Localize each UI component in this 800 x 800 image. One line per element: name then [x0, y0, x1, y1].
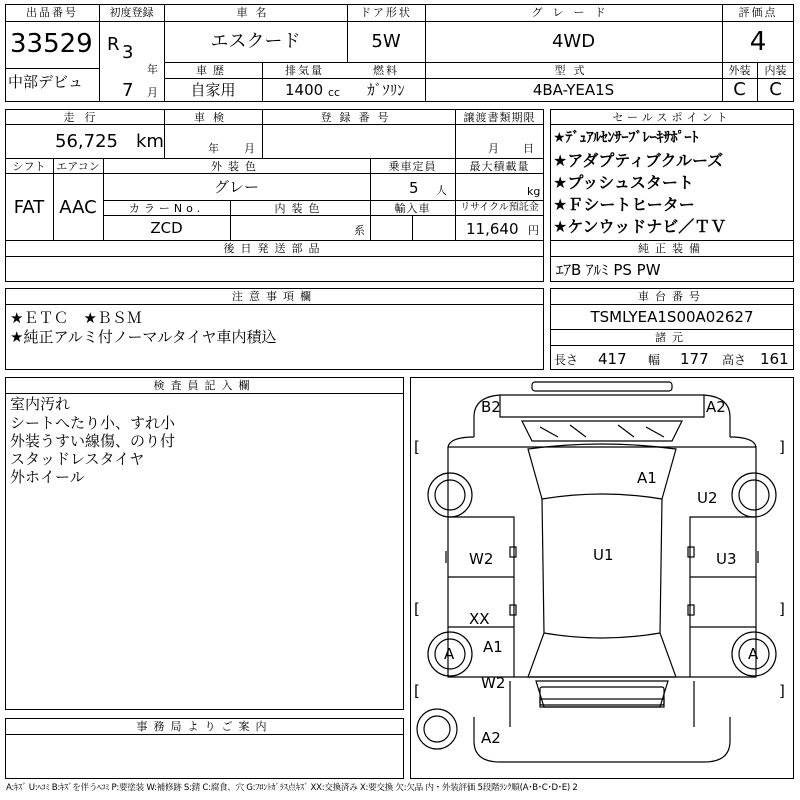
- disp-unit: cc: [328, 86, 341, 99]
- height: 161: [760, 350, 789, 368]
- mark-u2: U2: [697, 489, 718, 507]
- mark-u3: U3: [716, 550, 737, 568]
- office-label: 事務局よりご案内: [136, 720, 273, 733]
- int-color-unit: 系: [354, 224, 365, 237]
- int-color-label: 内装色: [274, 202, 326, 215]
- load-label: 最大積載量: [469, 160, 530, 173]
- inspector-line: スタッドレスタイヤ: [10, 450, 145, 468]
- mark-w2-bottom: W2: [481, 674, 506, 692]
- ac: AAC: [59, 197, 97, 218]
- car-name: エスクード: [210, 31, 301, 52]
- transfer-day: 日: [523, 142, 534, 155]
- color-no: ZCD: [150, 219, 183, 237]
- year-unit: 年: [147, 63, 158, 76]
- mark-b2: B2: [481, 398, 501, 416]
- insp-month: 月: [244, 142, 255, 155]
- height-label: 高さ: [722, 353, 747, 367]
- history: 自家用: [190, 81, 236, 99]
- inspector-label: 検査員記入欄: [153, 379, 256, 392]
- transfer-label: 譲渡書類期限: [463, 111, 536, 124]
- reg-label: 初度登録: [109, 6, 154, 19]
- lot-number: 33529: [10, 29, 93, 59]
- bracket-open: [: [414, 600, 420, 618]
- venue: 中部デビュ: [8, 73, 84, 91]
- notes-line: ★ＥＴＣ ★ＢＳＭ: [10, 309, 142, 327]
- month-unit: 月: [147, 86, 158, 99]
- mark-u1: U1: [593, 546, 614, 564]
- notes-line: ★純正アルミ付ノーマルタイヤ車内積込: [10, 328, 277, 346]
- door-label: ドア形状: [360, 6, 412, 19]
- inspector-line: シートへたり小、すれ小: [10, 414, 176, 432]
- era: R: [107, 34, 120, 55]
- mileage-label: 走行: [63, 111, 106, 124]
- recycle-label: リサイクル預託金: [460, 202, 539, 213]
- color: グレー: [213, 178, 259, 196]
- dimensions-label: 諸元: [655, 331, 689, 344]
- mark-xx: XX: [469, 610, 490, 628]
- history-label: 車歴: [196, 64, 230, 77]
- length: 417: [598, 350, 627, 368]
- equipment-value: ｴｱB ｱﾙﾐ PS PW: [556, 261, 661, 279]
- length-label: 長さ: [554, 353, 579, 367]
- door: 5W: [371, 31, 401, 52]
- transfer-month: 月: [488, 142, 499, 155]
- shift: FAT: [13, 197, 45, 218]
- recycle: 11,640: [466, 220, 519, 238]
- mark-a1-top: A1: [637, 469, 657, 487]
- seats-unit: 人: [436, 184, 447, 197]
- mileage: 56,725: [55, 131, 118, 152]
- fuel-label: 燃料: [373, 64, 399, 77]
- ext-grade: C: [733, 79, 746, 100]
- sales-point-item: ★Ｆシートヒーター: [553, 195, 695, 214]
- grade-label: グレード: [531, 6, 616, 19]
- bracket-close: ]: [779, 682, 785, 700]
- import-label: 輸入車: [394, 202, 431, 215]
- reg-month: 7: [122, 80, 134, 101]
- mark-w2-left: W2: [469, 550, 494, 568]
- sales-point-item: ★ケンウッドナビ／ＴＶ: [553, 217, 727, 236]
- mark-a-left-front: A: [444, 645, 455, 663]
- name-label: 車名: [236, 6, 275, 19]
- ext-label: 外装: [728, 64, 751, 77]
- chassis-number: TSMLYEA1S00A02627: [590, 308, 754, 326]
- shift-label: シフト: [12, 160, 46, 173]
- mark-a-right: A: [748, 645, 759, 663]
- model-label: 型式: [554, 64, 593, 77]
- lot-label: 出品番号: [26, 6, 78, 19]
- color-no-label: カラーNo.: [128, 202, 205, 215]
- inspector-line: 室内汚れ: [10, 395, 71, 413]
- chassis-label: 車台番号: [638, 290, 706, 303]
- bracket-open: [: [414, 682, 420, 700]
- reg-no-label: 登録番号: [320, 111, 397, 124]
- width-label: 幅: [648, 353, 661, 367]
- ac-label: エアコン: [56, 160, 100, 173]
- int-label: 内装: [764, 64, 787, 77]
- insp-year: 年: [208, 142, 219, 155]
- bracket-close: ]: [779, 438, 785, 456]
- inspector-line: 外ホイール: [10, 468, 85, 486]
- seats: 5: [409, 179, 419, 197]
- sales-points-label: セールスポイント: [612, 111, 732, 124]
- score-label: 評価点: [738, 6, 778, 19]
- fuel: ｶﾞｿﾘﾝ: [367, 81, 405, 99]
- int-grade: C: [769, 79, 782, 100]
- color-label: 外装色: [211, 160, 262, 173]
- mileage-unit: km: [136, 131, 164, 152]
- inspector-line: 外装うすい線傷、のり付: [10, 432, 176, 450]
- mark-a1-left: A1: [483, 638, 503, 656]
- load-unit: kg: [527, 185, 541, 198]
- mark-a2-top: A2: [706, 398, 726, 416]
- sales-point-item: ★ﾃﾞｭｱﾙｾﾝｻｰﾌﾞﾚｰｷｻﾎﾟｰﾄ: [553, 130, 699, 146]
- seats-label: 乗車定員: [388, 160, 437, 173]
- disp-label: 排気量: [285, 64, 324, 77]
- grade: 4WD: [551, 31, 596, 52]
- sales-point-item: ★プッシュスタート: [553, 173, 694, 192]
- equipment-label: 純正装備: [638, 242, 706, 255]
- car-outline-diagram: [410, 377, 794, 779]
- later-parts-label: 後日発送部品: [223, 242, 326, 255]
- model-code: 4BA-YEA1S: [532, 81, 615, 99]
- legend: A:ｷｽﾞ U:ﾍｺﾐ B:ｷｽﾞを伴うﾍｺﾐ P:要塗装 W:補修跡 S:錆 C:腐食、穴 G:ﾌﾛﾝﾄｶﾞﾗｽ点ｷｽﾞ XX:交換済み X:要交換 欠:欠品 内・外装評価 5段階ﾗﾝｸ順(A･B･C･D･E) 2: [6, 783, 578, 793]
- displacement: 1400: [285, 81, 324, 99]
- recycle-unit: 円: [528, 224, 539, 237]
- reg-year: 3: [122, 42, 134, 63]
- bracket-open: [: [414, 438, 420, 456]
- width: 177: [680, 350, 709, 368]
- score: 4: [749, 27, 767, 57]
- notes-label: 注意事項欄: [232, 290, 317, 303]
- sales-point-item: ★アダプティブクルーズ: [553, 151, 724, 170]
- inspection-label: 車検: [194, 111, 232, 124]
- mark-a2-bottom: A2: [481, 729, 501, 747]
- bracket-close: ]: [779, 600, 785, 618]
